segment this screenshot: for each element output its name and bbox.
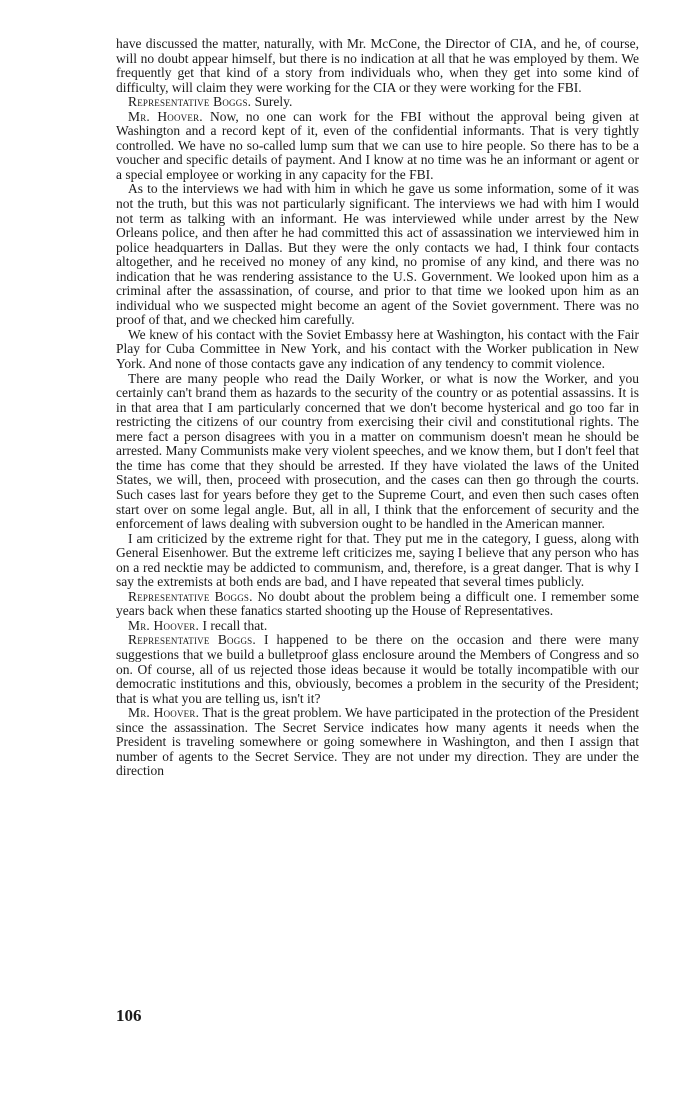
paragraph xyxy=(116,95,639,110)
speaker-name: Representative Boggs. xyxy=(128,588,253,604)
paragraph xyxy=(116,182,639,327)
paragraph xyxy=(116,328,639,372)
document-body xyxy=(116,37,639,779)
paragraph-text: As to the interviews we had with him in which he gave us some information, some of it was not the truth, but this was not particularly significant. The interviews we had with him I would not term as talking with an informant. He was interviewed while under arrest by the New Orleans police, and then after he had committed this act of assassination we interviewed him in police headquarters in Dallas. But they were the only contacts we had, I think four contacts altogether, and he received no money of any kind, no promise of any kind, and there was no indication that he was rendering assistance to the U.S. Government. We looked upon him as a criminal after the assassination, of course, and prior to that time we looked upon him as an individual who we suspected might become an agent of the Soviet government. There was no proof of that, and we checked him carefully. xyxy=(116,181,639,328)
paragraph xyxy=(116,590,639,619)
paragraph-text: have discussed the matter, naturally, with Mr. McCone, the Director of CIA, and he, of course, will no doubt appear himself, but there is no indication at all that he was employed by them. We frequently get that kind of a story from individuals who, when they get into some kind of difficulty, will claim they were working for the CIA or they were working for the FBI. xyxy=(116,36,639,95)
paragraph xyxy=(116,633,639,706)
paragraph-text: No doubt about the problem being a difficult one. I remember some years back when these fanatics started shooting up the House of Representatives. xyxy=(116,588,640,619)
speaker-name: Mr. Hoover. xyxy=(128,617,200,633)
paragraph-text: There are many people who read the Daily Worker, or what is now the Worker, and you certainly can't brand them as hazards to the security of the country or as potential assassins. It is in that area that I am particularly concerned that we don't become hysterical and go too far in restricting the citizens of our country from exercising their civil and constitutional rights. The mere fact a person disagrees with you in a matter on communism doesn't mean he should be arrested. Many Communists make very violent speeches, and we know them, but I don't feel that the time has come that they should be arrested. If they have violated the laws of the United States, we will, then, proceed with prosecution, and the cases can then go through the courts. Such cases last for years before they get to the Supreme Court, and even then such cases often start over on some legal angle. But, all in all, I think that the enforcement of security and the enforcement of laws dealing with subversion ought to be handled in the American manner. xyxy=(116,370,639,532)
speaker-name: Mr. Hoover. xyxy=(128,705,200,721)
paragraph xyxy=(116,619,639,634)
speaker-name: Representative Boggs. xyxy=(128,94,252,110)
paragraph-text: Surely. xyxy=(254,94,293,110)
paragraph xyxy=(116,532,639,590)
paragraph-text: I recall that. xyxy=(202,617,268,633)
speaker-name: Representative Boggs. xyxy=(128,632,256,648)
paragraph-text: I am criticized by the extreme right for that. They put me in the category, I guess, along with General Eisenhower. But the extreme left criticizes me, saying I believe that any person who has on a red necktie may be addicted to communism, and, therefore, is a great danger. That is why I say the extremists at both ends are bad, and I have repeated that several times publicly. xyxy=(116,530,639,590)
paragraph xyxy=(116,110,639,183)
speaker-name: Mr. Hoover. xyxy=(128,108,203,124)
paragraph xyxy=(116,706,639,779)
paragraph-text: We knew of his contact with the Soviet Embassy here at Washington, his contact with the Fair Play for Cuba Committee in New York, and his contact with the Worker publication in New York. And none of those contacts gave any indication of any tendency to commit violence. xyxy=(116,326,639,372)
paragraph xyxy=(116,372,639,532)
paragraph-text: Now, no one can work for the FBI without the approval being given at Washington and a record kept of it, even of the confidential informants. That is very tightly controlled. We have no so-called lump sum that we can use to hire people. So there has to be a voucher and specific details of payment. And I know at no time was he an informant or agent or a special employee or working in any capacity for the FBI. xyxy=(116,108,639,182)
paragraph-text: That is the great problem. We have participated in the protection of the President since the assassination. The Secret Service indicates how many agents it needs when the President is traveling somewhere or going somewhere in Washington, and then I assign that number of agents to the Secret Service. They are not under my direction. They are under the direction xyxy=(116,705,639,779)
paragraph xyxy=(116,37,639,95)
page-number: 106 xyxy=(116,1006,142,1025)
paragraph-text: I happened to be there on the occasion and there were many suggestions that we build a bulletproof glass enclosure around the Members of Congress and so on. Of course, all of us rejected those ideas because it would be totally incompatible with our democratic institutions and this, obviously, becomes a problem in the security of the President; that is what you are telling us, isn't it? xyxy=(116,632,639,706)
